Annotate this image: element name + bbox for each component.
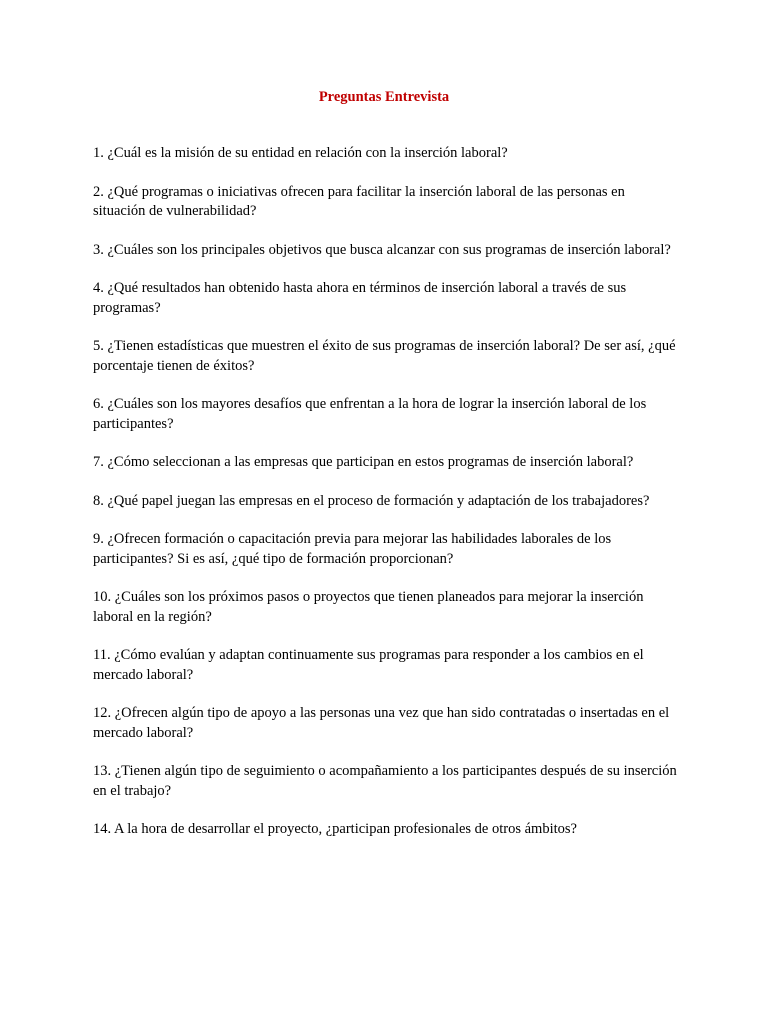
question-item: 11. ¿Cómo evalúan y adaptan continuamente sus programas para responder a los cambios en el mercado laboral? bbox=[93, 647, 644, 683]
question-item: 3. ¿Cuáles son los principales objetivos que busca alcanzar con sus programas de inserción laboral? bbox=[93, 241, 671, 258]
question-item: 12. ¿Ofrecen algún tipo de apoyo a las personas una vez que han sido contratadas o insertadas en el mercado laboral? bbox=[93, 705, 670, 741]
question-list bbox=[93, 144, 678, 859]
question-item: 4. ¿Qué resultados han obtenido hasta ahora en términos de inserción laboral a través de sus programas? bbox=[93, 280, 627, 316]
question-item: 14. A la hora de desarrollar el proyecto, ¿participan profesionales de otros ámbitos? bbox=[93, 821, 577, 837]
document-title: Preguntas Entrevista bbox=[318, 89, 450, 105]
question-item: 5. ¿Tienen estadísticas que muestren el éxito de sus programas de inserción laboral? De ser así, ¿qué porcentaje tienen de éxitos? bbox=[93, 338, 676, 374]
question-item: 2. ¿Qué programas o iniciativas ofrecen para facilitar la inserción laboral de las personas en situación de vulnerabilidad? bbox=[93, 183, 625, 219]
question-item: 8. ¿Qué papel juegan las empresas en el proceso de formación y adaptación de los trabajadores? bbox=[93, 492, 650, 509]
question-item: 9. ¿Ofrecen formación o capacitación previa para mejorar las habilidades laborales de los participantes? Si es así, ¿qué tipo de formación proporcionan? bbox=[93, 531, 612, 567]
question-item: 6. ¿Cuáles son los mayores desafíos que enfrentan a la hora de lograr la inserción laboral de los participantes? bbox=[93, 396, 647, 432]
question-item: 7. ¿Cómo seleccionan a las empresas que participan en estos programas de inserción laboral? bbox=[93, 454, 634, 470]
question-item: 1. ¿Cuál es la misión de su entidad en relación con la inserción laboral? bbox=[93, 145, 508, 161]
question-item: 10. ¿Cuáles son los próximos pasos o proyectos que tienen planeados para mejorar la inserción laboral en la región? bbox=[93, 589, 644, 625]
question-item: 13. ¿Tienen algún tipo de seguimiento o acompañamiento a los participantes después de su inserción en el trabajo? bbox=[93, 763, 677, 799]
